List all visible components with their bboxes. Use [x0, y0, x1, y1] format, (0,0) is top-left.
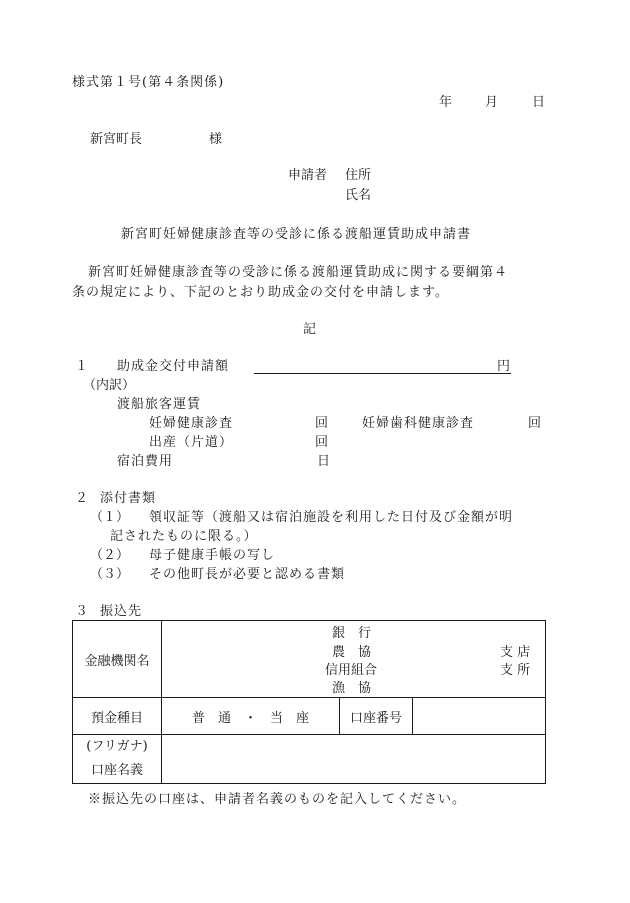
bank-type-agri-coop: 農 協 [332, 645, 372, 660]
account-number-label-cell [340, 698, 413, 735]
attachment-3-text: その他町長が必要と認める書類 [149, 567, 346, 582]
account-name-label: 口座名義 [90, 763, 143, 778]
mayor-addressee: 新宮町長 [90, 132, 143, 147]
honorific: 様 [209, 132, 223, 147]
furigana-label: (フリガナ) [86, 739, 148, 754]
attachment-2-text: 母子健康手帳の写し [149, 548, 276, 563]
body-line-1: 新宮町妊婦健康診査等の受診に係る渡船運賃助成に関する要綱第４ [88, 265, 509, 280]
attachment-1-text: 領収証等（渡船又は宿泊施設を利用した日付及び金額が明 [149, 510, 514, 525]
attachment-1-number: （１） [90, 510, 130, 525]
account-name-cell[interactable] [162, 735, 546, 784]
section1-number: １ [75, 359, 89, 374]
section1-label: 助成金交付申請額 [117, 359, 230, 374]
section2-label: 添付書類 [100, 491, 157, 506]
deposit-type-options-cell[interactable] [162, 698, 340, 735]
section3-number: ３ [75, 604, 89, 619]
attachment-2-number: （２） [90, 548, 130, 563]
institution-label-cell [73, 621, 162, 698]
date-day: 日 [532, 95, 546, 110]
yen-unit: 円 [497, 359, 511, 374]
deposit-type-label-cell [73, 698, 162, 735]
applicant-address-label: 住所 [345, 168, 372, 183]
branch-type-office: 支 所 [500, 663, 531, 678]
birth-count-unit: 回 [315, 435, 329, 450]
attachment-3-number: （３） [90, 567, 130, 582]
lodging-label: 宿泊費用 [117, 454, 174, 469]
breakdown-label: （内訳） [83, 378, 136, 393]
deposit-type-options: 普 通 ・ 当 座 [191, 710, 309, 726]
institution-name-cell[interactable] [162, 621, 546, 698]
dental-label: 妊婦歯科健康診査 [362, 416, 475, 431]
date-year: 年 [439, 95, 453, 110]
account-note: ※振込先の口座は、申請者名義のものを記入してください。 [88, 792, 467, 807]
bank-type-fishery-coop: 漁 協 [332, 681, 372, 696]
bank-account-table [72, 620, 546, 784]
account-number-cell[interactable] [413, 698, 546, 735]
bank-type-bank: 銀 行 [332, 626, 372, 641]
institution-label: 金融機関名 [84, 653, 150, 669]
branch-type-branch: 支 店 [500, 645, 531, 660]
checkup-count-unit: 回 [315, 416, 329, 431]
checkup-label: 妊婦健康診査 [149, 416, 234, 431]
deposit-type-label: 預金種目 [90, 710, 143, 726]
section2-number: ２ [75, 491, 89, 506]
account-name-label-cell [73, 735, 162, 784]
applicant-name-label: 氏名 [345, 188, 372, 203]
dental-count-unit: 回 [528, 416, 542, 431]
body-line-2: 条の規定により、下記のとおり助成金の交付を申請します。 [72, 285, 449, 300]
birth-label: 出産（片道） [149, 435, 234, 450]
lodging-day-unit: 日 [317, 454, 331, 469]
amount-underline [254, 373, 511, 374]
account-number-label: 口座番号 [349, 710, 402, 726]
section3-label: 振込先 [100, 604, 143, 619]
form-id: 様式第１号(第４条関係) [72, 75, 225, 90]
date-month: 月 [485, 95, 499, 110]
document-title: 新宮町妊婦健康診査等の受診に係る渡船運賃助成申請書 [121, 227, 472, 242]
ferry-fare-label: 渡船旅客運賃 [117, 397, 202, 412]
bank-type-credit-union: 信用組合 [325, 663, 378, 678]
applicant-label: 申請者 [288, 168, 328, 183]
ki-heading: 記 [303, 322, 317, 337]
attachment-1-continued: 記されたものに限る。） [110, 529, 258, 544]
